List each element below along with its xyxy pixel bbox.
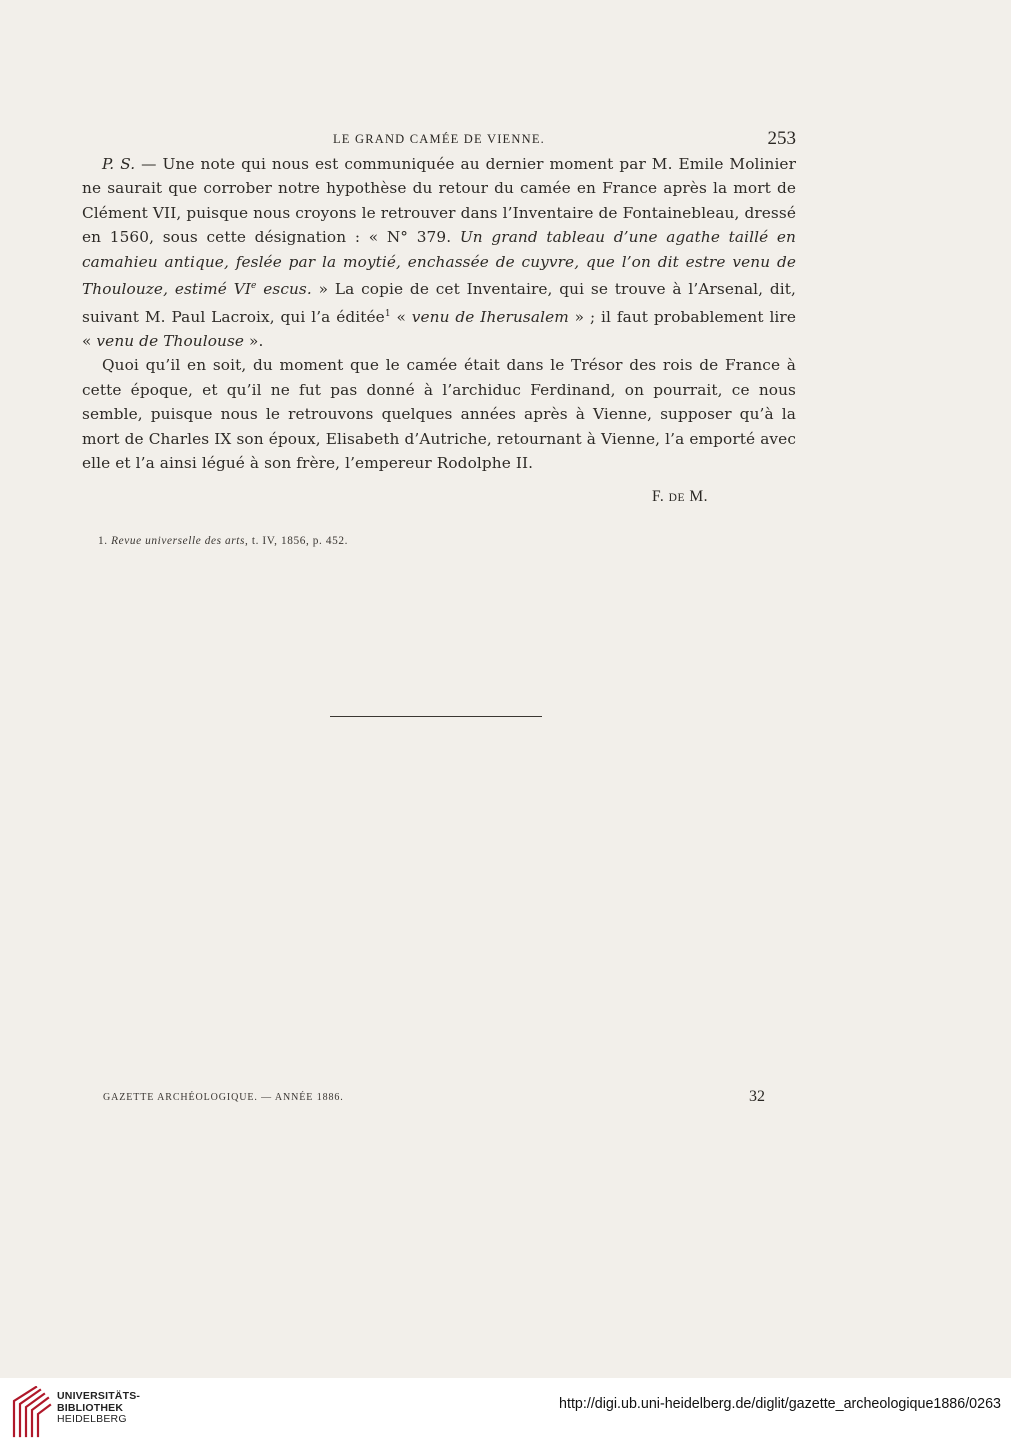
- running-head: [82, 128, 796, 152]
- footnote-title: Revue universelle des arts: [111, 535, 245, 547]
- ps-text-a: — Une note qui nous est communiquée au dernier moment par M. Emile Molinier ne saurait que corrober notre hypothèse du retour du camée en France après la mort de Clément VII, puisque nous croyons le retrouver dans l’Inventaire de Fontainebleau, dressé en 1560, sous cette désignation : « N° 379.: [82, 155, 796, 247]
- running-title: LE GRAND CAMÉE DE VIENNE.: [332, 132, 546, 146]
- footnote-number: 1.: [98, 535, 108, 547]
- ps-label: P. S.: [102, 155, 136, 173]
- library-logo-icon: [10, 1386, 52, 1438]
- library-name: [57, 1391, 140, 1426]
- footnote-citation: , t. IV, 1856, p. 452.: [245, 535, 349, 547]
- ps-superscript: e: [251, 281, 257, 292]
- footnote-reference: 1: [384, 308, 391, 319]
- ps-text-d: » ; il faut probablement lire «: [82, 307, 796, 351]
- page-number: 253: [767, 128, 796, 149]
- library-name-line3: HEIDELBERG: [57, 1413, 127, 1425]
- ps-text-b: » La copie de cet Inventaire, qui se trouve à l’Arsenal, dit, suivant M. Paul Lacroix, qui l’a éditée: [82, 280, 796, 326]
- signature-particle: DE: [668, 492, 685, 504]
- paragraph-conclusion: Quoi qu’il en soit, du moment que le camée était dans le Trésor des rois de France à cette époque, et qu’il ne fut pas donné à l’archiduc Ferdinand, on pourrait, ce nous semble, puisque nous le retrouvons quelques années après à Vienne, supposer qu’à la mort de Charles IX son époux, Elisabeth d’Autriche, retournant à Vienne, l’a emporté avec elle et l’a ainsi légué à son frère, l’empereur Rodolphe II.: [82, 356, 796, 473]
- author-signature: [652, 488, 708, 506]
- ps-quote-iherusalem: venu de Iherusalem: [411, 307, 569, 326]
- library-name-line1: UNIVERSITÄTS-: [57, 1390, 141, 1402]
- signature-mark: 32: [749, 1088, 765, 1105]
- ps-quote-thoulouse: venu de Thoulouse: [96, 332, 245, 351]
- paragraph-postscript: [82, 152, 796, 353]
- article-body: [82, 152, 796, 475]
- journal-footer: GAZETTE ARCHÉOLOGIQUE. — ANNÉE 1886.: [103, 1092, 344, 1103]
- library-bar: [0, 1378, 1011, 1447]
- permalink-url[interactable]: http://digi.ub.uni-heidelberg.de/diglit/gazette_archeologique1886/0263: [559, 1396, 1001, 1412]
- signature-name: M.: [689, 488, 709, 505]
- library-name-line2: BIBLIOTHEK: [57, 1401, 124, 1414]
- footnote: [98, 535, 348, 547]
- ps-text-e: ».: [244, 332, 264, 351]
- signature-initial: F.: [652, 488, 665, 505]
- ps-text-c: «: [390, 307, 412, 326]
- ps-inventory-quote-end: escus.: [256, 280, 312, 299]
- ps-inventory-quote: Un grand tableau d’une agathe taillé en camahieu antique, feslée par la moytié, enchassée de cuyvre, que l’on dit estre venu de Thoulouze, estimé VI: [82, 228, 796, 299]
- page-footer: [103, 1088, 765, 1108]
- section-divider: [330, 716, 542, 717]
